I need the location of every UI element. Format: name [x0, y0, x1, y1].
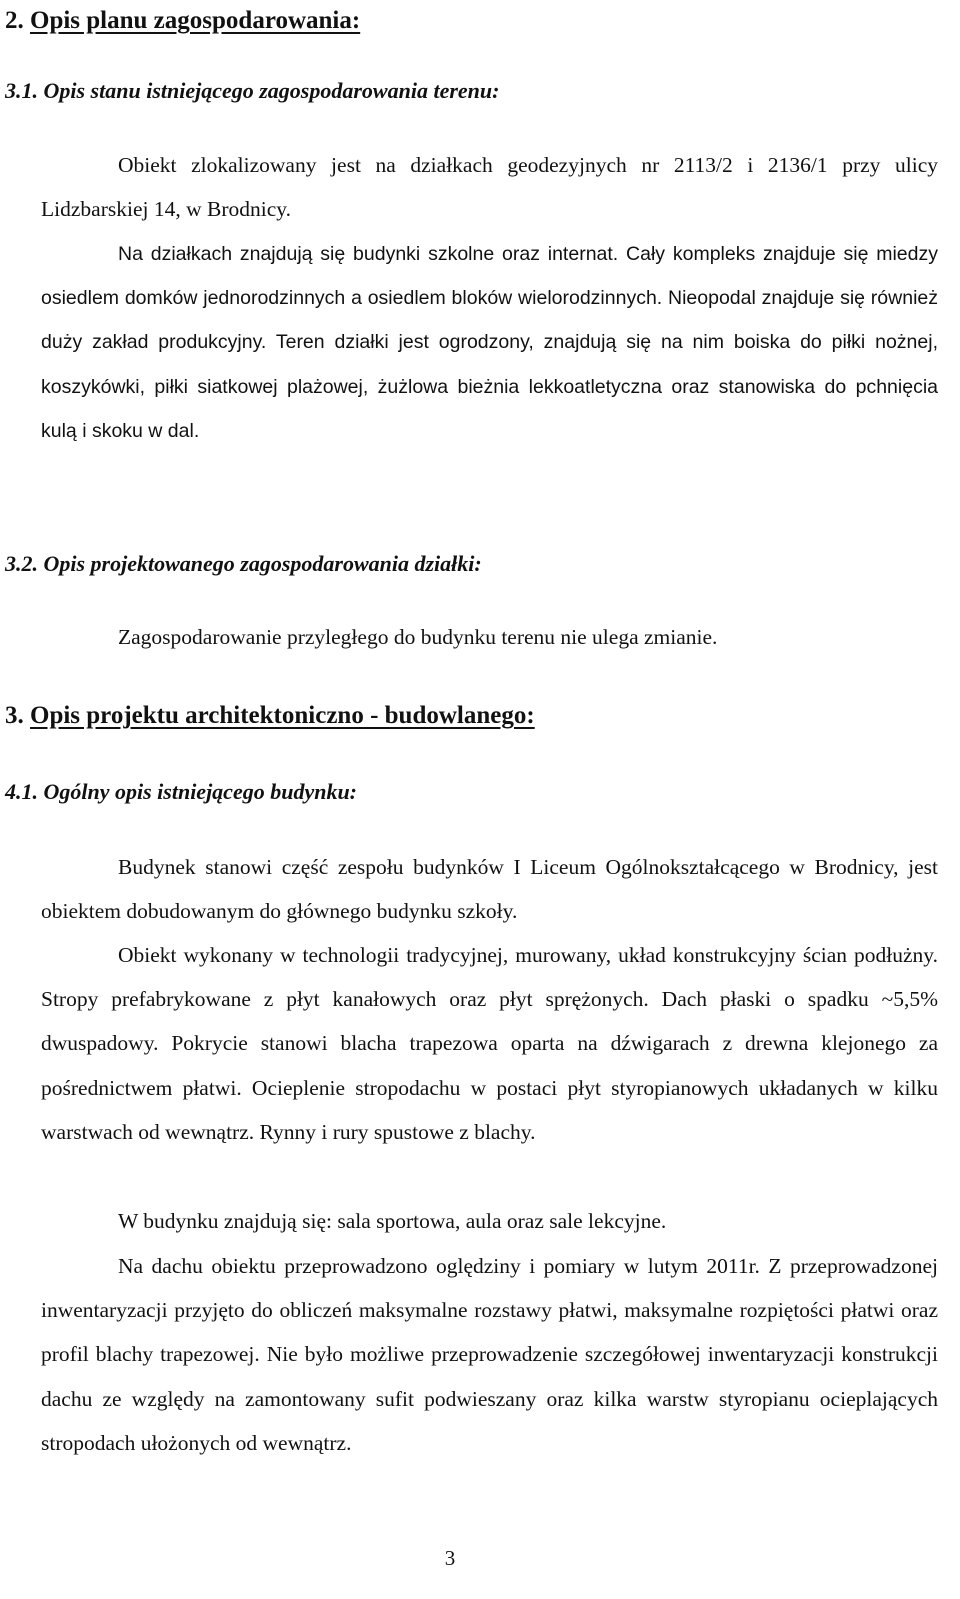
- paragraph-inspection: Na dachu obiektu przeprowadzono oględziny i pomiary w lutym 2011r. Z przeprowadzonej inwentaryzacji przyjęto do obliczeń maksymalne rozstawy płatwi, maksymalne rozpiętości płatwi oraz profil blachy trapezowej. Nie było możliwe przeprowadzenie szczegółowej inwentaryzacji konstrukcji dachu ze względy na zamontowany sufit podwieszany oraz kilka warstw styropianu ocieplających stropodach ułożonych od wewnątrz.: [41, 1254, 938, 1455]
- paragraph-building-overview: Budynek stanowi część zespołu budynków I Liceum Ogólnokształcącego w Brodnicy, jest obiektem dobudowanym do głównego budynku szkoły.: [41, 855, 938, 924]
- heading-section-4-1: 4.1. Ogólny opis istniejącego budynku:: [5, 779, 358, 804]
- paragraph-location: Obiekt zlokalizowany jest na działkach geodezyjnych nr 2113/2 i 2136/1 przy ulicy Lidzbarskiej 14, w Brodnicy.: [41, 153, 938, 222]
- heading-title: Opis projektu architektoniczno - budowlanego:: [30, 702, 535, 729]
- heading-number: 3.: [5, 702, 24, 729]
- paragraph-site-description: Na działkach znajdują się budynki szkolne oraz internat. Cały kompleks znajduje się miedzy osiedlem domków jednorodzinnych a osiedlem bloków wielorodzinnych. Nieopodal znajduje się również duży zakład produkcyjny. Teren działki jest ogrodzony, znajdują się na nim boiska do piłki nożnej, koszykówki, piłki siatkowej plażowej, żużlowa bieżnia lekkoatletyczna oraz stanowiska do pchnięcia kulą i skoku w dal.: [41, 243, 938, 442]
- paragraph-rooms: W budynku znajdują się: sala sportowa, aula oraz sale lekcyjne.: [118, 1209, 667, 1233]
- page-number: 3: [444, 1546, 456, 1570]
- heading-title: Opis planu zagospodarowania:: [30, 7, 361, 34]
- paragraph-planned-development: Zagospodarowanie przyległego do budynku terenu nie ulega zmianie.: [118, 625, 718, 649]
- heading-section-3-2: 3.2. Opis projektowanego zagospodarowania działki:: [5, 551, 482, 576]
- heading-number: 2.: [5, 7, 24, 34]
- heading-section-2: [5, 8, 360, 33]
- heading-section-3: [5, 703, 535, 728]
- paragraph-construction: Obiekt wykonany w technologii tradycyjnej, murowany, układ konstrukcyjny ścian podłużny. Stropy prefabrykowane z płyt kanałowych oraz płyt sprężonych. Dach płaski o spadku ~5,5% dwuspadowy. Pokrycie stanowi blacha trapezowa oparta na dźwigarach z drewna klejonego za pośrednictwem płatwi. Ocieplenie stropodachu w postaci płyt styropianowych układanych w kilku warstwach od wewnątrz. Rynny i rury spustowe z blachy.: [41, 943, 938, 1144]
- heading-section-3-1: 3.1. Opis stanu istniejącego zagospodarowania terenu:: [5, 78, 500, 103]
